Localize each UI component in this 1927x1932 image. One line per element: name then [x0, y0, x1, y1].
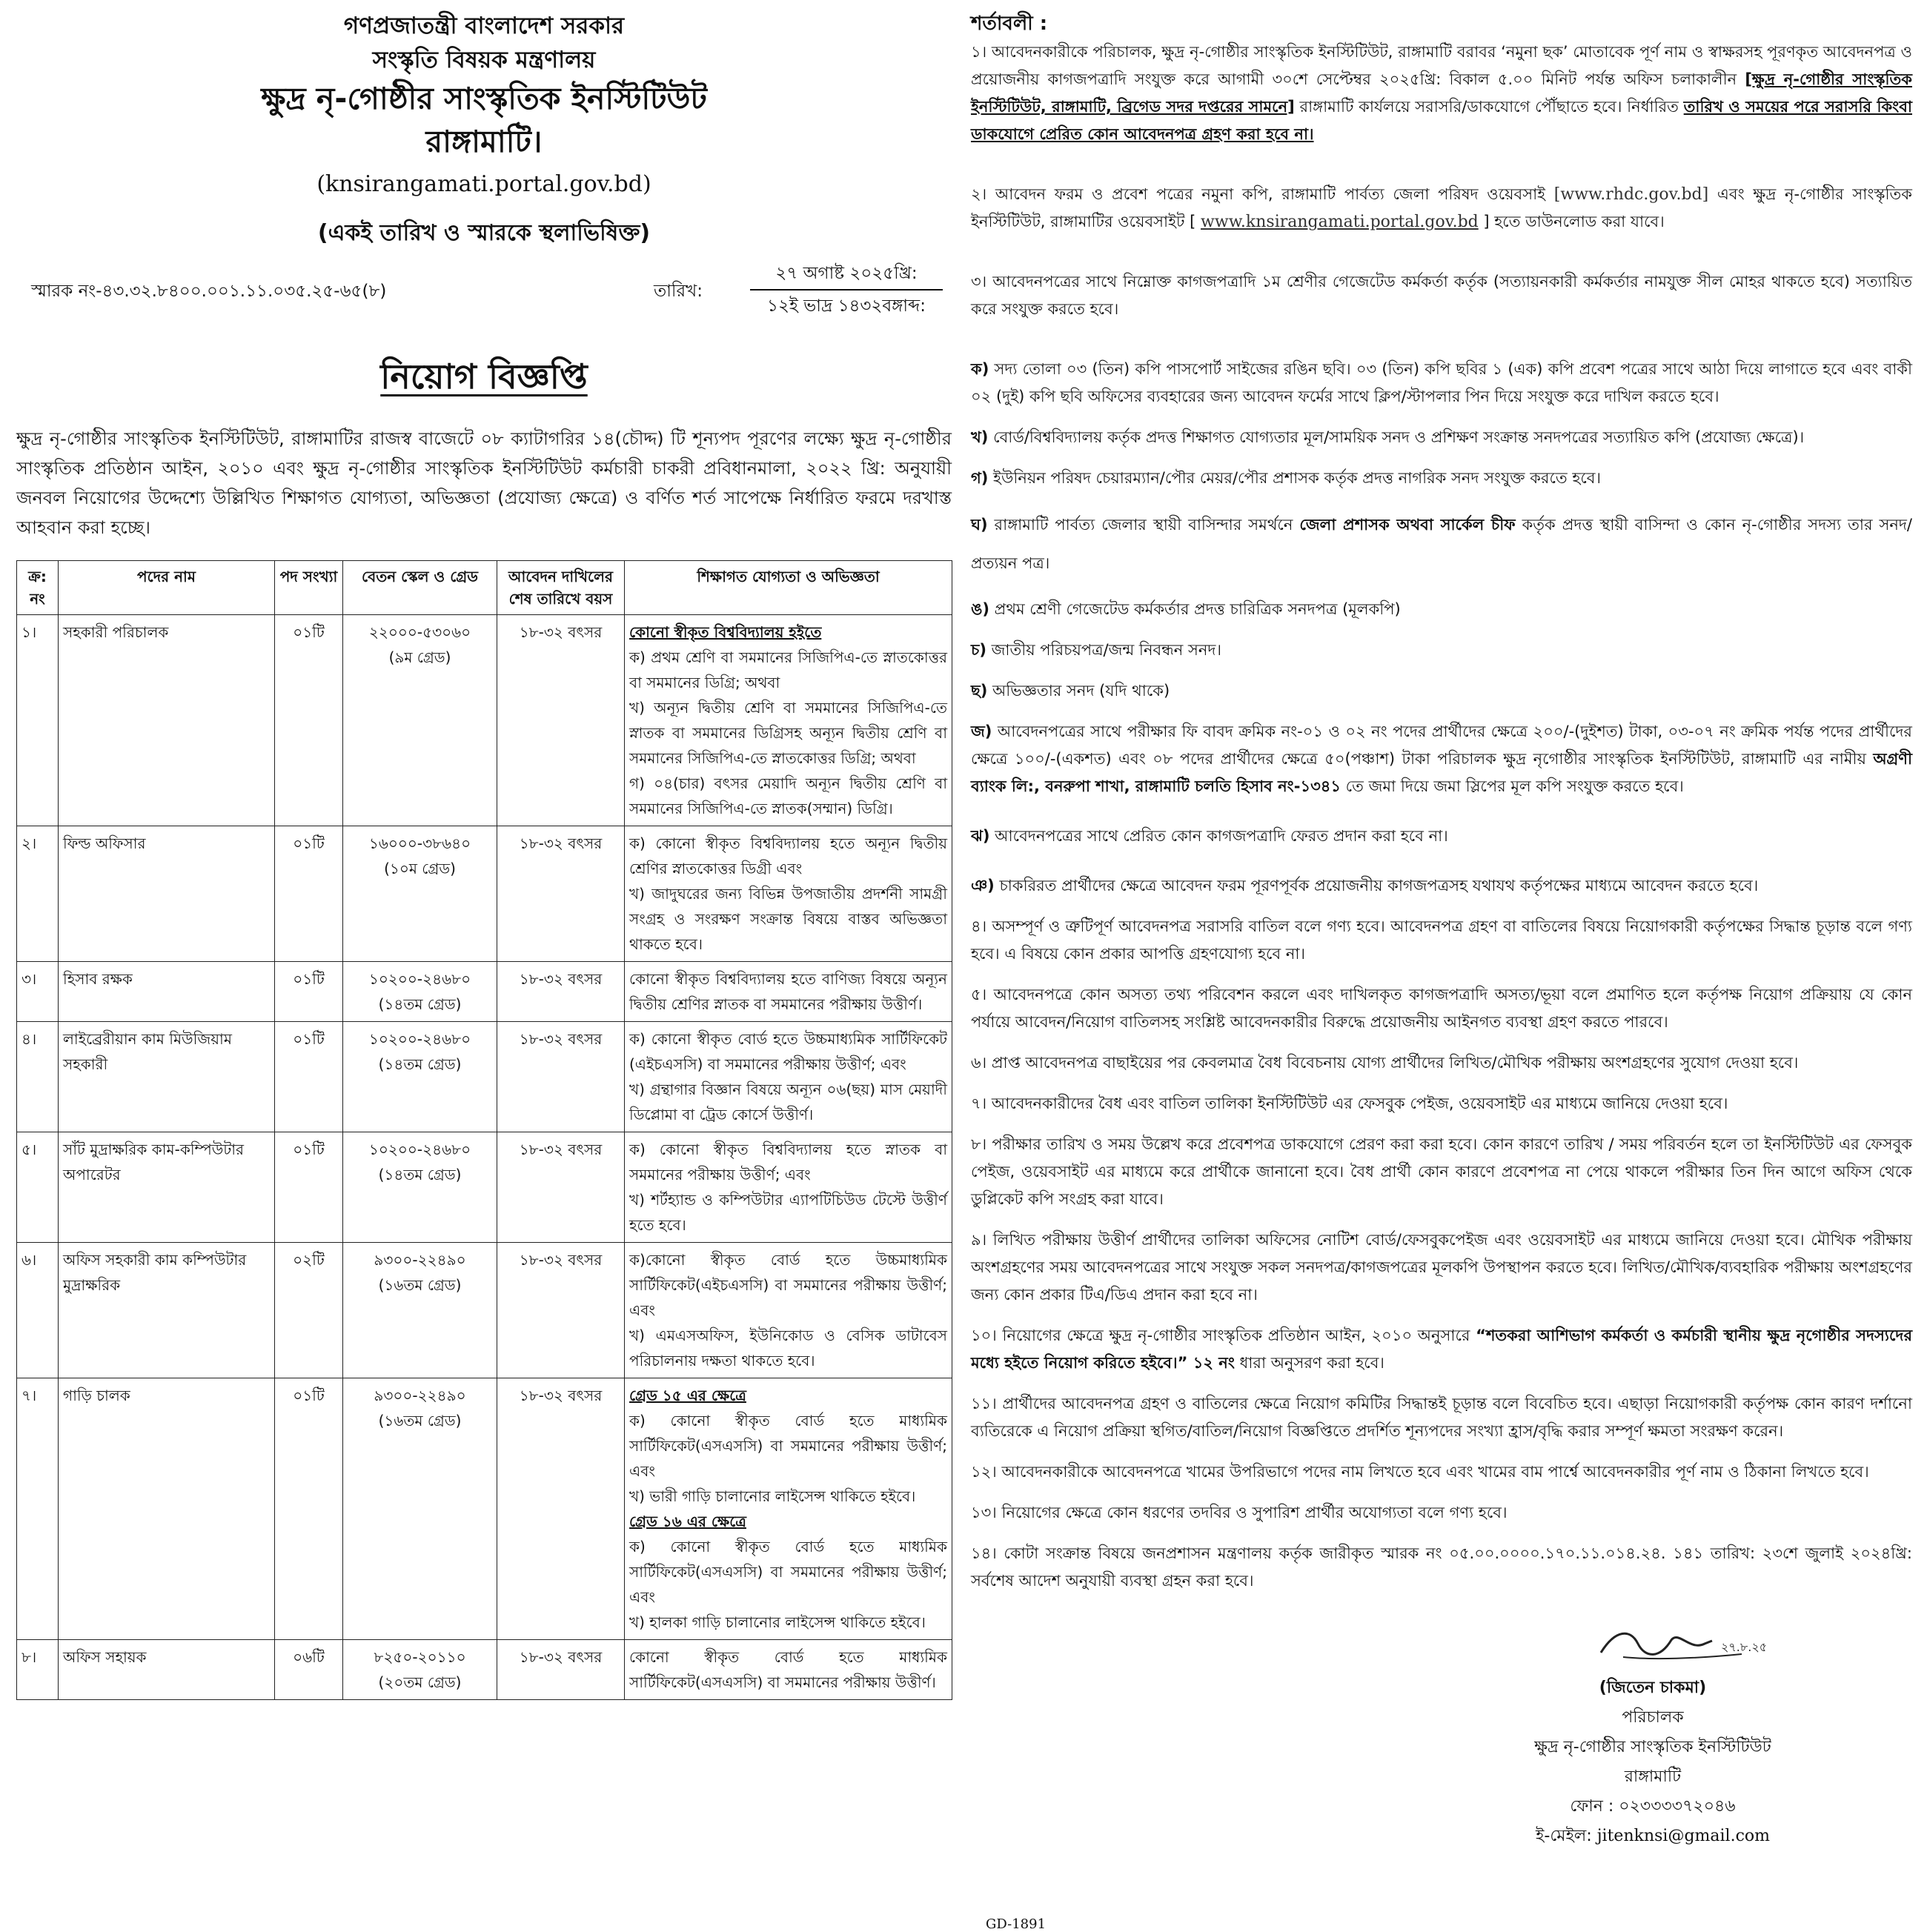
posts-table: [16, 560, 952, 1700]
age-limit: ১৮-৩২ বৎসর: [497, 615, 625, 826]
intro-paragraph: ক্ষুদ্র নৃ-গোষ্ঠীর সাংস্কৃতিক ইনস্টিটিউট, রাঙ্গামাটির রাজস্ব বাজেটে ০৮ ক্যাটাগরির ১৪(চৌদ্দ) টি শূন্যপদ পূরণের লক্ষ্যে ক্ষুদ্র নৃ-গোষ্ঠীর সাংস্কৃতিক প্রতিষ্ঠান আইন, ২০১০ এবং ক্ষুদ্র নৃ-গোষ্ঠীর সাংস্কৃতিক ইনস্টিটিউট কর্মচারী চাকরী প্রবিধানমালা, ২০২২ খ্রি: অনুযায়ী জনবল নিয়োগের উদ্দেশ্যে উল্লিখিত শিক্ষাগত যোগ্যতা, অভিজ্ঞতা (প্রযোজ্য ক্ষেত্রে) ও বর্ণিত শর্ত সাপেক্ষে নির্ধারিত ফরমে দরখাস্ত আহবান করা হচ্ছে।: [16, 428, 952, 538]
table-row: [17, 826, 952, 962]
term-3-umo: [971, 596, 1912, 623]
reference-row: [16, 258, 952, 335]
term-9: ৯। লিখিত পরীক্ষায় উত্তীর্ণ প্রার্থীদের তালিকা অফিসের নোটিশ বোর্ড/ফেসবুকপেইজ এবং ওয়েবসাইট এর মাধ্যমে জানিয়ে দেওয়া হবে। মৌখিক পরীক্ষায় অংশগ্রহণের সময় আবেদনপত্রের সাথে সংযুক্ত সকল সনদপত্র/কাগজপত্রের মূলকপি উপস্থাপন করতে হবে। লিখিত/মৌখিক/ব্যবহারিক পরীক্ষায় অংশগ্রহণের জন্য কোন প্রকার টিএ/ডিএ প্রদান করা হবে না।: [971, 1231, 1912, 1304]
table-row: [17, 1378, 952, 1640]
term-1-address: [ক্ষুদ্র নৃ-গোষ্ঠীর সাংস্কৃতিক ইনস্টিটিউট, রাঙ্গামাটি, ব্রিগেড সদর দপ্তরের সামনে]: [971, 70, 1912, 116]
item-text: জাতীয় পরিচয়পত্র/জন্ম নিবন্ধন সনদ।: [986, 641, 1221, 659]
signatory-org: ক্ষুদ্র নৃ-গোষ্ঠীর সাংস্কৃতিক ইনস্টিটিউট: [1534, 1738, 1771, 1756]
post-count: ০১টি: [275, 962, 343, 1022]
email-address[interactable]: jitenknsi@gmail.com: [1596, 1827, 1771, 1845]
signature-date: ২৭.৮.২৫: [1721, 1640, 1768, 1654]
date-block: [750, 258, 943, 322]
item-label: চ): [971, 641, 986, 659]
term-12: ১২। আবেদনকারীকে আবেদনপত্রে খামের উপরিভাগে পদের নাম লিখতে হবে এবং খামের বাম পার্শ্বে আবেদনকারীর পূর্ণ নাম ও ঠিকানা লিখতে হবে।: [971, 1463, 1869, 1481]
term-1-deadline-warning: তারিখ ও সময়ের পরে সরাসরি কিংবা ডাকযোগে প্রেরিত কোন আবেদনপত্র গ্রহণ করা হবে না।: [971, 98, 1912, 143]
col-post-count: পদ সংখ্যা: [275, 561, 343, 615]
qual-item: খ) শর্টহ্যান্ড ও কম্পিউটার এ্যাপটিচিউড টেস্টে উত্তীর্ণ হতে হবে।: [629, 1191, 947, 1234]
col-pay-scale: বেতন স্কেল ও গ্রেড: [343, 561, 497, 615]
table-row: [17, 615, 952, 826]
term-3-ja: [971, 718, 1912, 800]
term-1-text: ১। আবেদনকারীকে পরিচালক, ক্ষুদ্র নৃ-গোষ্ঠীর সাংস্কৃতিক ইনস্টিটিউট, রাঙ্গামাটি বরাবর ‘নমুনা ছক’ মোতাবেক পূর্ণ নাম ও স্বাক্ষরসহ পূরণকৃত আবেদনপত্র ও প্রয়োজনীয় কাগজপত্রাদি সংযুক্ত করে আগামী ৩০শে সেপ্টেম্বর ২০২৫খ্রি: বিকাল ৫.০০ মিনিট পর্যন্ত অফিস চলাকালীন: [971, 43, 1912, 88]
age-limit: ১৮-৩২ বৎসর: [497, 1640, 625, 1700]
term-3-cha: [971, 637, 1912, 664]
serial: ৪।: [17, 1022, 59, 1132]
signatory-designation: পরিচালক: [1622, 1708, 1684, 1727]
signatory-place: রাঙ্গামাটি: [1624, 1767, 1682, 1786]
left-column: [16, 9, 952, 1700]
term-10: [971, 1322, 1912, 1377]
scale: ২২০০০-৫৩০৬০: [368, 623, 471, 641]
ministry-name: সংস্কৃতি বিষয়ক মন্ত্রণালয়: [372, 47, 596, 73]
bank-account: অগ্রণী ব্যাংক লি:, বনরুপা শাখা, রাঙ্গামাটি চলতি হিসাব নং-১৩৪১: [971, 750, 1912, 795]
term-3-jha: [971, 823, 1912, 850]
signatory-email-line: [1482, 1822, 1823, 1851]
age-limit: ১৮-৩২ বৎসর: [497, 1243, 625, 1378]
qual-item: খ) ভারী গাড়ি চালানোর লাইসেন্স থাকিতে হইবে।: [629, 1487, 916, 1505]
age-limit: ১৮-৩২ বৎসর: [497, 826, 625, 962]
serial: ৬।: [17, 1243, 59, 1378]
post-count: ০১টি: [275, 615, 343, 826]
serial: ১।: [17, 615, 59, 826]
term-3: ৩। আবেদনপত্রের সাথে নিম্নোক্ত কাগজপত্রাদি ১ম শ্রেণীর গেজেটেড কর্মকর্তা কর্তৃক (সত্যায়নকারী কর্মকর্তার নামযুক্ত সীল মোহর থাকতে হবে) সত্যায়িত করে সংযুক্ত করতে হবে।: [971, 273, 1912, 318]
age-limit: ১৮-৩২ বৎসর: [497, 1132, 625, 1243]
term-8: ৮। পরীক্ষার তারিখ ও সময় উল্লেখ করে প্রবেশপত্র ডাকযোগে প্রেরণ করা করা হবে। কোন কারণে তারিখ / সময় পরিবর্তন হলে তা ইনস্টিটিউট এর ফেসবুক পেইজ, ওয়েবসাইট এর মাধ্যমে করে প্রার্থীকে জানানো হবে। বৈধ প্রার্থী কোন কারণে প্রবেশপত্র না পেয়ে থাকলে পরীক্ষার তিন দিন আগে অফিস থেকে ডুপ্লিকেট কপি সংগ্রহ করা যাবে।: [971, 1135, 1912, 1208]
item-text: প্রথম শ্রেণী গেজেটেড কর্মকর্তার প্রদত্ত চারিত্রিক সনদপত্র (মূলকপি): [989, 600, 1401, 618]
item-text-bold: জেলা প্রশাসক অথবা সার্কেল চীফ: [1299, 516, 1516, 534]
scale: ৮২৫০-২০১১০: [374, 1648, 466, 1666]
post-count: ০১টি: [275, 1132, 343, 1243]
term-13: ১৩। নিয়োগের ক্ষেত্রে কোন ধরণের তদবির ও সুপারিশ প্রার্থীর অযোগ্যতা বলে গণ্য হবে।: [971, 1504, 1508, 1521]
term-4: ৪। অসম্পূর্ণ ও ত্রুটিপূর্ণ আবেদনপত্র সরাসরি বাতিল বলে গণ্য হবে। আবেদনপত্র গ্রহণ বা বাতিলের বিষয়ে নিয়োগকারী কর্তৃপক্ষের সিদ্ধান্ত চূড়ান্ত বলে গণ্য হবে। এ বিষয়ে কোন প্রকার আপত্তি গ্রহণযোগ্য হবে না।: [971, 917, 1912, 963]
term-10-text: ১০। নিয়োগের ক্ষেত্রে ক্ষুদ্র নৃ-গোষ্ঠীর সাংস্কৃতিক প্রতিষ্ঠান আইন, ২০১০ অনুসারে: [971, 1327, 1476, 1344]
term-3-ga: [971, 465, 1912, 492]
post-name: অফিস সহকারী কাম কম্পিউটার মুদ্রাক্ষরিক: [59, 1243, 275, 1378]
scale: ১০২০০-২৪৬৮০: [368, 1030, 471, 1048]
col-post-name: পদের নাম: [59, 561, 275, 615]
qual-item: খ) এমএসঅফিস, ইউনিকোড ও বেসিক ডাটাবেস পরিচালনায় দক্ষতা থাকতে হবে।: [629, 1327, 947, 1370]
item-text-2: তে জমা দিয়ে জমা স্লিপের মূল কপি সংযুক্ত করতে হবে।: [1340, 777, 1684, 795]
qual-item: ক) কোনো স্বীকৃত বোর্ড হতে উচ্চমাধ্যমিক সার্টিফিকেট (এইচএসসি) বা সমমানের পরীক্ষায় উত্তীর্ণ; এবং: [629, 1030, 947, 1073]
item-label: খ): [971, 428, 989, 446]
post-count: ০২টি: [275, 1243, 343, 1378]
table-row: [17, 1022, 952, 1132]
pay-scale: [343, 1132, 497, 1243]
qual-heading: গ্রেড ১৬ এর ক্ষেত্রে: [629, 1513, 746, 1530]
item-label: ছ): [971, 682, 988, 700]
item-label: ঞ): [971, 877, 995, 894]
qualification: [625, 1022, 952, 1132]
term-10-quote: “শতকরা আশিভাগ কর্মকর্তা ও কর্মচারী স্থানীয় ক্ষুদ্র নৃগোষ্ঠীর সদস্যদের মধ্যে হইতে নিয়োগ করিতে হইবে।” ১২ নং: [971, 1327, 1912, 1372]
rhdc-website: [www.rhdc.gov.bd]: [1553, 185, 1709, 204]
qual-item: কোনো স্বীকৃত বোর্ড হতে মাধ্যমিক সার্টিফিকেট(এসএসসি) বা সমমানের পরীক্ষায় উত্তীর্ণ।: [629, 1648, 947, 1691]
serial: ৮।: [17, 1640, 59, 1700]
term-1-text-2: রাঙ্গামাটি কার্যলয়ে সরাসরি/ডাকযোগে পৌঁছাতে হবে। নির্ধারিত: [1294, 98, 1684, 116]
post-count: ০৬টি: [275, 1640, 343, 1700]
item-label: জ): [971, 723, 992, 740]
item-text: সদ্য তোলা ০৩ (তিন) কপি পাসপোর্ট সাইজের রঙিন ছবি। ০৩ (তিন) কপি ছবির ১ (এক) কপি প্রবেশ পত্রের সাথে আঠা দিয়ে লাগাতে হবে এবং বাকী ০২ (দুই) কপি ছবি অফিসের ব্যবহারের জন্য আবেদন ফর্মের সাথে ক্লিপ/স্টাপলার পিন দিয়ে সংযুক্ত করে দাখিল করতে হবে।: [971, 360, 1912, 405]
qual-item: ক) কোনো স্বীকৃত বিশ্ববিদ্যালয় হতে অন্যূন দ্বিতীয় শ্রেণির স্নাতকোত্তর ডিগ্রী এবং: [629, 834, 947, 877]
qual-item: ক) কোনো স্বীকৃত বিশ্ববিদ্যালয় হতে স্নাতক বা সমমানের পরীক্ষায় উত্তীর্ণ; এবং: [629, 1141, 947, 1184]
post-name: সাঁট মুদ্রাক্ষরিক কাম-কম্পিউটার অপারেটর: [59, 1132, 275, 1243]
term-2-text: ২। আবেদন ফরম ও প্রবেশ পত্রের নমুনা কপি, রাঙ্গামাটি পার্বত্য জেলা পরিষদ ওয়েবসাই: [971, 185, 1554, 203]
item-label: গ): [971, 469, 989, 487]
date-label: তারিখ:: [654, 282, 703, 301]
qual-item: কোনো স্বীকৃত বিশ্ববিদ্যালয় হতে বাণিজ্য বিষয়ে অন্যূন দ্বিতীয় শ্রেণির স্নাতক বা সমমানের পরীক্ষায় উত্তীর্ণ।: [629, 970, 947, 1013]
term-5: ৫। আবেদনপত্রে কোন অসত্য তথ্য পরিবেশন করলে এবং দাখিলকৃত কাগজপত্রাদি অসত্য/ভূয়া বলে প্রমাণিত হলে কর্তৃপক্ষ নিয়োগ প্রক্রিয়ায় যে কোন পর্যায়ে আবেদন/নিয়োগ বাতিলসহ সংশ্লিষ্ট আবেদনকারীর বিরুদ্ধে প্রয়োজনীয় আইনগত ব্যবস্থা গ্রহণ করতে পারবে।: [971, 986, 1912, 1031]
term-3-chha: [971, 677, 1912, 705]
item-label: ঘ): [971, 516, 988, 534]
replacement-note: (একই তারিখ ও স্মারকে স্থলাভিষিক্ত): [317, 220, 651, 246]
footer-code: GD-1891: [986, 1916, 1047, 1932]
grade: (১৬তম গ্রেড): [378, 1412, 462, 1430]
pay-scale: [343, 1243, 497, 1378]
term-1: [971, 39, 1912, 148]
signatory-name: (জিতেন চাকমা): [1599, 1679, 1707, 1697]
institute-website-link: www.knsirangamati.portal.gov.bd: [1201, 213, 1479, 231]
term-6: ৬। প্রাপ্ত আবেদনপত্র বাছাইয়ের পর কেবলমাত্র বৈধ বিবেচনায় যোগ্য প্রার্থীদের লিখিত/মৌখিক পরীক্ষায় অংশগ্রহণের সুযোগ দেওয়া হবে।: [971, 1054, 1799, 1072]
post-count: ০১টি: [275, 1378, 343, 1640]
terms-column: [971, 9, 1912, 1595]
serial: ৫।: [17, 1132, 59, 1243]
item-label: ক): [971, 360, 989, 378]
qualification: [625, 1243, 952, 1378]
memo-number: স্মারক নং-৪৩.৩২.৮৪০০.০০১.১১.০৩৫.২৫-৬৫(৮): [31, 282, 387, 301]
qual-heading: কোনো স্বীকৃত বিশ্ববিদ্যালয় হইতে: [629, 623, 822, 641]
date-gregorian: ২৭ অগাষ্ট ২০২৫খ্রি:: [750, 258, 943, 291]
scale: ১০২০০-২৪৬৮০: [368, 1141, 471, 1158]
item-text: ইউনিয়ন পরিষদ চেয়ারম্যান/পৌর মেয়র/পৌর প্রশাসক কর্তৃক প্রদত্ত নাগরিক সনদ সংযুক্ত করতে হবে।: [988, 469, 1602, 487]
serial: ৩।: [17, 962, 59, 1022]
qual-item: খ) গ্রন্থাগার বিজ্ঞান বিষয়ে অন্যূন ০৬(ছয়) মাস মেয়াদী ডিপ্লোমা বা ট্রেড কোর্সে উত্তীর্ণ।: [629, 1080, 947, 1123]
col-serial: ক্র: নং: [17, 561, 59, 615]
term-14: ১৪। কোটা সংক্রান্ত বিষয়ে জনপ্রশাসন মন্ত্রণালয় কর্তৃক জারীকৃত স্মারক নং ০৫.০০.০০০০.১৭০.১১.০১৪.২৪. ১৪১ তারিখ: ২৩শে জুলাই ২০২৪খ্রি: সর্বশেষ আদেশ অনুযায়ী ব্যবস্থা গ্রহন করা হবে।: [971, 1544, 1912, 1590]
pay-scale: [343, 615, 497, 826]
qual-item: ক) কোনো স্বীকৃত বোর্ড হতে মাধ্যমিক সার্টিফিকেট(এসএসসি) বা সমমানের পরীক্ষায় উত্তীর্ণ; এবং: [629, 1538, 947, 1606]
notice-title: [16, 351, 952, 408]
term-2-text-3: ] হতে ডাউনলোড করা যাবে।: [1478, 213, 1665, 230]
post-name: লাইব্রেরীয়ান কাম মিউজিয়াম সহকারী: [59, 1022, 275, 1132]
table-row: [17, 1132, 952, 1243]
term-11: ১১। প্রার্থীদের আবেদনপত্র গ্রহণ ও বাতিলের ক্ষেত্রে নিয়োগ কমিটির সিদ্ধান্তই চূড়ান্ত বলে বিবেচিত হবে। এছাড়া নিয়োগকারী কর্তৃপক্ষ কোন কারণ দর্শানো ব্যতিরেকে এ নিয়োগ প্রক্রিয়া স্থগিত/বাতিল/নিয়োগ বিজ্ঞপ্তিতে প্রদর্শিত শূন্যপদের সংখ্যা হ্রাস/বৃদ্ধি করার সম্পূর্ণ ক্ষমতা সংরক্ষণ করেন।: [971, 1395, 1912, 1440]
term-2-text-2: এবং ক্ষুদ্র নৃ-গোষ্ঠীর সাংস্কৃতিক ইনস্টিটিউট, রাঙ্গামাটির ওয়েবসাইট [: [971, 185, 1912, 230]
qualification: [625, 826, 952, 962]
grade: (১৪তম গ্রেড): [378, 995, 462, 1013]
qual-item: ক)কোনো স্বীকৃত বোর্ড হতে উচ্চমাধ্যমিক সার্টিফিকেট(এইচএসসি) বা সমমানের পরীক্ষায় উত্তীর্ণ; এবং: [629, 1251, 947, 1319]
qualification: [625, 615, 952, 826]
signature-block: [1482, 1673, 1823, 1851]
pay-scale: [343, 1022, 497, 1132]
post-name: অফিস সহায়ক: [59, 1640, 275, 1700]
qualification: [625, 962, 952, 1022]
item-text: আবেদনপত্রের সাথে প্রেরিত কোন কাগজপত্রাদি ফেরত প্রদান করা হবে না।: [989, 827, 1448, 845]
post-count: ০১টি: [275, 826, 343, 962]
post-count: ০১টি: [275, 1022, 343, 1132]
term-2: [971, 181, 1912, 236]
item-label: ঙ): [971, 600, 989, 618]
col-age: আবেদন দাখিলের শেষ তারিখে বয়স: [497, 561, 625, 615]
handwritten-signature-icon: [1593, 1621, 1786, 1666]
term-3-kha: [971, 424, 1912, 451]
term-3-ka: [971, 356, 1912, 411]
qual-item: গ) ০৪(চার) বৎসর মেয়াদি অন্যূন দ্বিতীয় শ্রেণি বা সমমানের সিজিপিএ-তে স্নাতক(সম্মান) ডিগ্রি।: [629, 774, 947, 817]
qual-item: খ) অন্যূন দ্বিতীয় শ্রেণি বা সমমানের সিজিপিএ-তে স্নাতক বা সমমানের ডিগ্রিসহ অন্যূন দ্বিতীয় শ্রেণি বা সমমানের সিজিপিএ-তে স্নাতকোত্তর ডিগ্রি; অথবা: [629, 699, 947, 767]
scale: ১০২০০-২৪৬৮০: [368, 970, 471, 988]
table-row: [17, 1243, 952, 1378]
notice-title-text: নিয়োগ বিজ্ঞপ্তি: [380, 356, 588, 396]
institute-website: (knsirangamati.portal.gov.bd): [316, 171, 651, 197]
grade: (১৬তম গ্রেড): [378, 1276, 462, 1294]
item-text: অভিজ্ঞতার সনদ (যদি থাকে): [987, 682, 1170, 700]
email-label: ই-মেইল:: [1535, 1827, 1597, 1845]
serial: ২।: [17, 826, 59, 962]
scale: ৯৩০০-২২৪৯০: [374, 1251, 466, 1269]
qual-heading: গ্রেড ১৫ এর ক্ষেত্রে: [629, 1387, 746, 1404]
col-qualification: শিক্ষাগত যোগ্যতা ও অভিজ্ঞতা: [625, 561, 952, 615]
pay-scale: [343, 962, 497, 1022]
signatory-phone: ফোন : ০২৩৩৩৩৭২০৪৬: [1570, 1797, 1736, 1816]
item-label: ঝ): [971, 827, 990, 845]
table-row: [17, 962, 952, 1022]
scale: ৯৩০০-২২৪৯০: [374, 1387, 466, 1404]
pay-scale: [343, 1378, 497, 1640]
serial: ৭।: [17, 1378, 59, 1640]
item-text: আবেদনপত্রের সাথে পরীক্ষার ফি বাবদ ক্রমিক নং-০১ ও ০২ নং পদের প্রার্থীদের ক্ষেত্রে ২০০/-(দুইশত) টাকা, ০৩-০৭ নং ক্রমিক পর্যন্ত পদের প্রার্থীদের ক্ষেত্রে ১০০/-(একশত) এবং ০৮ পদের প্রার্থীদের ক্ষেত্রে ৫০(পঞ্চাশ) টাকা পরিচালক ক্ষুদ্র নৃগোষ্ঠীর সাংস্কৃতিক ইনস্টিটিউট, রাঙ্গামাটি এর নামীয়: [971, 723, 1912, 768]
age-limit: ১৮-৩২ বৎসর: [497, 1022, 625, 1132]
pay-scale: [343, 826, 497, 962]
govt-name: গণপ্রজাতন্ত্রী বাংলাদেশ সরকার: [343, 13, 625, 39]
table-header-row: [17, 561, 952, 615]
grade: (২০তম গ্রেড): [378, 1673, 462, 1691]
pay-scale: [343, 1640, 497, 1700]
post-name: ফিল্ড অফিসার: [59, 826, 275, 962]
qual-item: ক) কোনো স্বীকৃত বোর্ড হতে মাধ্যমিক সার্টিফিকেট(এসএসসি) বা সমমানের পরীক্ষায় উত্তীর্ণ; এবং: [629, 1412, 947, 1480]
qualification: [625, 1132, 952, 1243]
age-limit: ১৮-৩২ বৎসর: [497, 1378, 625, 1640]
qual-item: খ) জাদুঘরের জন্য বিভিন্ন উপজাতীয় প্রদর্শনী সামগ্রী সংগ্রহ ও সংরক্ষণ সংক্রান্ত বিষয়ে বাস্তব অভিজ্ঞতা থাকতে হবে।: [629, 885, 947, 953]
term-7: ৭। আবেদনকারীদের বৈধ এবং বাতিল তালিকা ইনস্টিটিউট এর ফেসবুক পেইজ, ওয়েবসাইট এর মাধ্যমে জানিয়ে দেওয়া হবে।: [971, 1095, 1728, 1112]
age-limit: ১৮-৩২ বৎসর: [497, 962, 625, 1022]
grade: (১৪তম গ্রেড): [378, 1055, 462, 1073]
item-text: চাকরিরত প্রার্থীদের ক্ষেত্রে আবেদন ফরম পূরণপূর্বক প্রয়োজনীয় কাগজপত্রসহ যথাযথ কর্তৃপক্ষের মাধ্যমে আবেদন করতে হবে।: [994, 877, 1759, 894]
qualification: [625, 1640, 952, 1700]
term-3-gha: [971, 505, 1912, 582]
post-name: হিসাব রক্ষক: [59, 962, 275, 1022]
terms-title: শর্তাবলী :: [971, 13, 1048, 35]
qualification: [625, 1378, 952, 1640]
post-name: সহকারী পরিচালক: [59, 615, 275, 826]
qual-item: ক) প্রথম শ্রেণি বা সমমানের সিজিপিএ-তে স্নাতকোত্তর বা সমমানের ডিগ্রি; অথবা: [629, 648, 947, 691]
institute-name: ক্ষুদ্র নৃ-গোষ্ঠীর সাংস্কৃতিক ইনস্টিটিউট: [261, 81, 707, 116]
scale: ১৬০০০-৩৮৬৪০: [368, 834, 471, 852]
grade: (১০ম গ্রেড): [384, 860, 456, 877]
item-text-2: কর্তৃক প্রদত্ত স্থায়ী বাসিন্দা ও কোন নৃ-গোষ্ঠীর সদস্য তার সনদ/প্রত্যয়ন পত্র।: [971, 516, 1913, 572]
post-name: গাড়ি চালক: [59, 1378, 275, 1640]
qual-item: খ) হালকা গাড়ি চালানোর লাইসেন্স থাকিতে হইবে।: [629, 1613, 926, 1631]
term-10-text-2: ধারা অনুসরণ করা হবে।: [1234, 1354, 1384, 1372]
institute-place: রাঙ্গামাটি।: [425, 124, 543, 159]
item-text: বোর্ড/বিশ্ববিদ্যালয় কর্তৃক প্রদত্ত শিক্ষাগত যোগ্যতার মূল/সাময়িক সনদ ও প্রশিক্ষণ সংক্রান্ত সনদপত্রের সত্যায়িত কপি (প্রযোজ্য ক্ষেত্রে)।: [988, 428, 1805, 446]
term-3-yna: [971, 872, 1912, 900]
table-row: [17, 1640, 952, 1700]
item-text: রাঙ্গামাটি পার্বত্য জেলার স্থায়ী বাসিন্দার সমর্থনে: [987, 516, 1300, 534]
grade: (৯ম গ্রেড): [388, 648, 451, 666]
grade: (১৪তম গ্রেড): [378, 1166, 462, 1184]
date-bangla: ১২ই ভাদ্র ১৪৩২বঙ্গাব্দ:: [767, 296, 926, 316]
letterhead: [16, 9, 952, 250]
